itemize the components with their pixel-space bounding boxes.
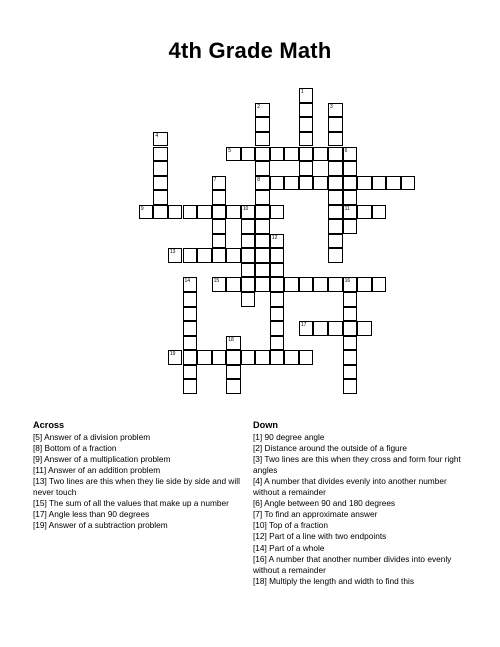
grid-cell[interactable] xyxy=(212,248,227,263)
clue-item: [8] Bottom of a fraction xyxy=(33,443,117,454)
grid-cell[interactable] xyxy=(183,277,198,292)
clue-number: 2 xyxy=(257,103,261,110)
grid-cell[interactable] xyxy=(241,292,256,307)
grid-cell[interactable] xyxy=(212,190,227,205)
grid-cell[interactable] xyxy=(255,219,270,234)
grid-cell[interactable] xyxy=(343,205,358,220)
grid-cell[interactable] xyxy=(241,205,256,220)
grid-cell[interactable] xyxy=(270,321,285,336)
grid-cell[interactable] xyxy=(299,321,314,336)
clue-item: [10] Top of a fraction xyxy=(253,520,329,531)
grid-cell[interactable] xyxy=(343,321,358,336)
grid-cell[interactable] xyxy=(183,365,198,380)
grid-cell[interactable] xyxy=(241,248,256,263)
grid-cell[interactable] xyxy=(270,350,285,365)
grid-cell[interactable] xyxy=(226,379,241,394)
grid-cell[interactable] xyxy=(183,350,198,365)
grid-cell[interactable] xyxy=(153,161,168,176)
grid-cell[interactable] xyxy=(299,103,314,118)
grid-cell[interactable] xyxy=(153,147,168,162)
grid-cell[interactable] xyxy=(343,161,358,176)
grid-cell[interactable] xyxy=(255,277,270,292)
grid-cell[interactable] xyxy=(401,176,416,191)
grid-cell[interactable] xyxy=(328,103,343,118)
grid-cell[interactable] xyxy=(328,234,343,249)
grid-cell[interactable] xyxy=(212,205,227,220)
grid-cell[interactable] xyxy=(255,205,270,220)
clue-item: [2] Distance around the outside of a figure xyxy=(253,443,408,454)
grid-cell[interactable] xyxy=(328,277,343,292)
grid-cell[interactable] xyxy=(255,190,270,205)
grid-cell[interactable] xyxy=(343,365,358,380)
grid-cell[interactable] xyxy=(270,147,285,162)
grid-cell[interactable] xyxy=(328,176,343,191)
clue-item: [16] A number that another number divides into evenly without a remainder xyxy=(253,553,452,575)
grid-cell[interactable] xyxy=(299,117,314,132)
grid-cell[interactable] xyxy=(357,321,372,336)
grid-cell[interactable] xyxy=(226,277,241,292)
grid-cell[interactable] xyxy=(197,350,212,365)
clue-item: [1] 90 degree angle xyxy=(253,432,325,443)
grid-cell[interactable] xyxy=(328,321,343,336)
grid-cell[interactable] xyxy=(328,147,343,162)
grid-cell[interactable] xyxy=(226,350,241,365)
grid-cell[interactable] xyxy=(255,161,270,176)
clue-item: [7] To find an approximate answer xyxy=(253,509,378,520)
grid-cell[interactable] xyxy=(241,147,256,162)
across-clues xyxy=(33,420,255,531)
grid-cell[interactable] xyxy=(255,234,270,249)
grid-cell[interactable] xyxy=(372,277,387,292)
clue-number: 13 xyxy=(169,249,176,256)
grid-cell[interactable] xyxy=(299,161,314,176)
grid-cell[interactable] xyxy=(284,147,299,162)
grid-cell[interactable] xyxy=(226,248,241,263)
grid-cell[interactable] xyxy=(343,292,358,307)
clue-item: [17] Angle less than 90 degrees xyxy=(33,509,150,520)
grid-cell[interactable] xyxy=(241,350,256,365)
grid-cell[interactable] xyxy=(255,103,270,118)
grid-cell[interactable] xyxy=(328,117,343,132)
grid-cell[interactable] xyxy=(153,176,168,191)
grid-cell[interactable] xyxy=(270,176,285,191)
grid-cell[interactable] xyxy=(328,190,343,205)
grid-cell[interactable] xyxy=(255,350,270,365)
clue-number: 10 xyxy=(242,205,249,212)
clue-item: [3] Two lines are this when they cross and form four right angles xyxy=(253,454,461,476)
clue-number: 3 xyxy=(330,103,333,110)
grid-cell[interactable] xyxy=(299,277,314,292)
grid-cell[interactable] xyxy=(255,147,270,162)
grid-cell[interactable] xyxy=(226,365,241,380)
grid-cell[interactable] xyxy=(299,350,314,365)
grid-cell[interactable] xyxy=(328,161,343,176)
grid-cell[interactable] xyxy=(197,205,212,220)
grid-cell[interactable] xyxy=(226,205,241,220)
clue-number: 6 xyxy=(344,147,348,154)
grid-cell[interactable] xyxy=(299,132,314,147)
clue-item: [11] Answer of an addition problem xyxy=(33,465,161,476)
clue-item: [19] Answer of a subtraction problem xyxy=(33,520,168,531)
grid-cell[interactable] xyxy=(226,147,241,162)
clue-number: 17 xyxy=(300,322,307,329)
grid-cell[interactable] xyxy=(270,263,285,278)
grid-cell[interactable] xyxy=(212,234,227,249)
grid-cell[interactable] xyxy=(183,248,198,263)
clue-number: 7 xyxy=(213,176,217,183)
grid-cell[interactable] xyxy=(372,205,387,220)
grid-cell[interactable] xyxy=(343,219,358,234)
clue-number: 8 xyxy=(257,176,261,183)
grid-cell[interactable] xyxy=(343,336,358,351)
grid-cell[interactable] xyxy=(183,292,198,307)
clue-item: [9] Answer of a multiplication problem xyxy=(33,454,171,465)
grid-cell[interactable] xyxy=(153,205,168,220)
grid-cell[interactable] xyxy=(168,205,183,220)
grid-cell[interactable] xyxy=(183,336,198,351)
clue-number: 4 xyxy=(155,132,159,139)
grid-cell[interactable] xyxy=(357,205,372,220)
grid-cell[interactable] xyxy=(270,307,285,322)
grid-cell[interactable] xyxy=(313,147,328,162)
grid-cell[interactable] xyxy=(343,307,358,322)
grid-cell[interactable] xyxy=(313,176,328,191)
grid-cell[interactable] xyxy=(328,132,343,147)
page-title: 4th Grade Math xyxy=(168,38,332,63)
grid-cell[interactable] xyxy=(270,277,285,292)
grid-cell[interactable] xyxy=(212,219,227,234)
grid-cell[interactable] xyxy=(313,321,328,336)
grid-cell[interactable] xyxy=(168,350,183,365)
grid-cell[interactable] xyxy=(270,248,285,263)
down-heading: Down xyxy=(253,420,279,430)
grid-cell[interactable] xyxy=(328,205,343,220)
grid-cell[interactable] xyxy=(212,176,227,191)
grid-cell[interactable] xyxy=(212,350,227,365)
grid-cell[interactable] xyxy=(299,88,314,103)
grid-cell[interactable] xyxy=(153,132,168,147)
down-clues xyxy=(253,420,475,587)
grid-cell[interactable] xyxy=(270,336,285,351)
grid-cell[interactable] xyxy=(328,248,343,263)
grid-cell[interactable] xyxy=(357,277,372,292)
grid-cell[interactable] xyxy=(255,248,270,263)
grid-cell[interactable] xyxy=(328,219,343,234)
clue-item: [15] The sum of all the values that make up a number xyxy=(33,498,229,509)
clue-number: 16 xyxy=(344,278,351,285)
grid-cell[interactable] xyxy=(226,336,241,351)
grid-cell[interactable] xyxy=(343,176,358,191)
clue-number: 19 xyxy=(169,351,176,358)
grid-cell[interactable] xyxy=(241,277,256,292)
grid-cell[interactable] xyxy=(183,307,198,322)
grid-cell[interactable] xyxy=(343,350,358,365)
clue-item: [4] A number that divides evenly into another number without a remainder xyxy=(253,476,447,498)
grid-cell[interactable] xyxy=(197,248,212,263)
grid-cell[interactable] xyxy=(139,205,154,220)
clue-item: [12] Part of a line with two endpoints xyxy=(253,531,387,542)
grid-cell[interactable] xyxy=(343,277,358,292)
grid-cell[interactable] xyxy=(212,277,227,292)
clue-number: 5 xyxy=(228,147,231,154)
grid-cell[interactable] xyxy=(255,176,270,191)
grid-cell[interactable] xyxy=(343,190,358,205)
grid-cell[interactable] xyxy=(183,321,198,336)
clue-number: 12 xyxy=(271,234,278,241)
grid-cell[interactable] xyxy=(343,379,358,394)
clue-item: [13] Two lines are this when they lie side by side and will never touch xyxy=(33,476,240,498)
grid-cell[interactable] xyxy=(299,176,314,191)
across-clue-list xyxy=(33,432,255,531)
grid-cell[interactable] xyxy=(357,176,372,191)
grid-cell[interactable] xyxy=(299,147,314,162)
clue-number: 9 xyxy=(140,205,144,212)
grid-cell[interactable] xyxy=(183,205,198,220)
grid-cell[interactable] xyxy=(284,176,299,191)
clue-item: [14] Part of a whole xyxy=(253,542,325,553)
clue-number: 15 xyxy=(213,278,220,285)
grid-cell[interactable] xyxy=(241,263,256,278)
clue-item: [6] Angle between 90 and 180 degrees xyxy=(253,498,396,509)
grid-cell[interactable] xyxy=(255,132,270,147)
grid-cell[interactable] xyxy=(241,234,256,249)
grid-cell[interactable] xyxy=(183,379,198,394)
grid-cell[interactable] xyxy=(255,117,270,132)
across-heading: Across xyxy=(33,420,65,430)
grid-cell[interactable] xyxy=(313,277,328,292)
grid-cell[interactable] xyxy=(168,248,183,263)
grid-cell[interactable] xyxy=(270,234,285,249)
clue-number: 1 xyxy=(300,89,304,96)
grid-cell[interactable] xyxy=(153,190,168,205)
clue-number: 11 xyxy=(344,205,350,212)
grid-cell[interactable] xyxy=(241,219,256,234)
grid-cell[interactable] xyxy=(270,205,285,220)
grid-cell[interactable] xyxy=(284,277,299,292)
grid-cell[interactable] xyxy=(343,147,358,162)
grid-cell[interactable] xyxy=(386,176,401,191)
clue-item: [18] Multiply the length and width to find this xyxy=(253,575,414,586)
down-clue-list xyxy=(253,432,475,587)
grid-cell[interactable] xyxy=(284,350,299,365)
grid-cell[interactable] xyxy=(255,263,270,278)
clue-item: [5] Answer of a division problem xyxy=(33,432,151,443)
grid-cell[interactable] xyxy=(372,176,387,191)
clue-number: 18 xyxy=(228,336,234,343)
grid-cell[interactable] xyxy=(270,292,285,307)
clue-number: 14 xyxy=(184,278,191,285)
